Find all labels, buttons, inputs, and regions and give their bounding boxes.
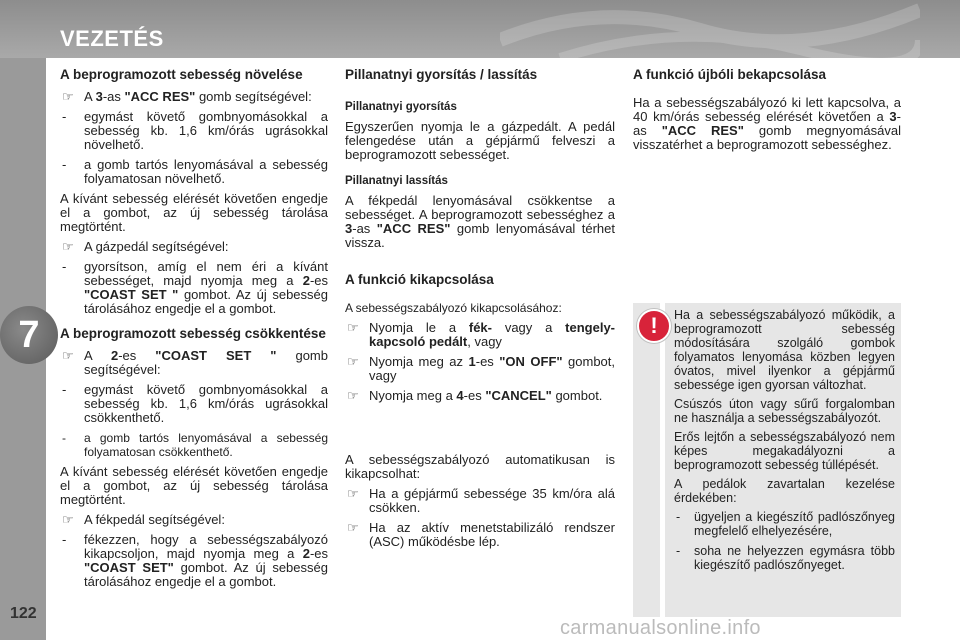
page-title: VEZETÉS	[60, 26, 164, 51]
hand-pointer-icon: ☞	[62, 512, 74, 527]
paragraph: A sebességszabályozó kikapcsolásához:	[345, 301, 562, 315]
list-item: ☞ A 3-as "ACC RES" gomb segítségével:	[62, 89, 312, 104]
list-item: - egymást követő gombnyomásokkal a sebesség kb. 1,6 km/órás ugrásokkal csökkenthető.	[62, 382, 328, 425]
hand-pointer-icon: ☞	[347, 354, 359, 369]
list-item: - egymást követő gombnyomásokkal a sebesség kb. 1,6 km/órás ugrásokkal növelhető.	[62, 109, 328, 152]
list-item: ☞ A fékpedál segítségével:	[62, 512, 225, 527]
hand-pointer-icon: ☞	[62, 348, 74, 363]
paragraph: Ha a sebességszabályozó ki lett kapcsolva, a 40 km/órás sebesség elérését követően a 3-as "ACC RES" gomb megnyomásával visszatérhet a beprogramozott sebességhez.	[633, 95, 901, 152]
column-left	[60, 67, 328, 595]
warning-text	[674, 308, 895, 578]
list-item: - fékezzen, hogy a sebességszabályozó kikapcsoljon, majd nyomja meg a 2-es "COAST SET" gombot. Az új sebesség tárolásához engedje el a gombot.	[62, 532, 328, 589]
heading-momentary: Pillanatnyi gyorsítás / lassítás	[345, 67, 538, 82]
chapter-number-badge: 7	[0, 306, 58, 364]
list-item: - a gomb tartós lenyomásával a sebesség folyamatosan növelhető.	[62, 157, 328, 186]
list-item: - ügyeljen a kiegészítő padlószőnyeg megfelelő elhelyezésére,	[676, 510, 895, 538]
paragraph: Csúszós úton vagy sűrű forgalomban ne használja a sebességszabályozót.	[674, 397, 895, 425]
list-item: ☞ Nyomja meg az 1-es "ON OFF" gombot, vagy	[347, 354, 616, 383]
hand-pointer-icon: ☞	[62, 239, 74, 254]
heading-switch-off: A funkció kikapcsolása	[345, 272, 494, 287]
header-decoration	[500, 0, 920, 58]
paragraph: Erős lejtőn a sebességszabályozó nem képes megakadályozni a beprogramozott sebesség túllépését.	[674, 430, 895, 472]
subheading-deceleration: Pillanatnyi lassítás	[345, 175, 448, 187]
hand-pointer-icon: ☞	[347, 320, 359, 335]
list-item: ☞ Ha az aktív menetstabilizáló rendszer (ASC) működésbe lép.	[347, 520, 615, 549]
heading-increase-speed: A beprogramozott sebesség növelése	[60, 67, 303, 82]
column-right	[633, 67, 901, 158]
hand-pointer-icon: ☞	[62, 89, 74, 104]
paragraph: A kívánt sebesség elérését követően engedje el a gombot, az új sebesség tárolása megtörtént.	[60, 191, 328, 234]
warning-box	[633, 303, 901, 617]
hand-pointer-icon: ☞	[347, 486, 359, 501]
watermark: carmanualsonline.info	[560, 617, 761, 639]
page-number: 122	[10, 605, 37, 622]
warning-icon: !	[637, 309, 671, 343]
list-item: - soha ne helyezzen egymásra több kiegészítő padlószőnyeget.	[676, 544, 895, 572]
list-item: ☞ A 2-es "COAST SET " gomb segítségével:	[62, 348, 328, 377]
list-item: ☞ Nyomja le a fék- vagy a tengely-kapcsoló pedált, vagy	[347, 320, 615, 349]
list-item: ☞ Ha a gépjármű sebessége 35 km/óra alá csökken.	[347, 486, 615, 515]
page-header	[0, 0, 960, 58]
subheading-acceleration: Pillanatnyi gyorsítás	[345, 101, 457, 113]
list-item: - a gomb tartós lenyomásával a sebesség folyamatosan csökkenthető.	[62, 431, 328, 459]
paragraph: A sebességszabályozó automatikusan is kikapcsolhat:	[345, 452, 615, 481]
list-item: ☞ Nyomja meg a 4-es "CANCEL" gombot.	[347, 388, 603, 403]
paragraph: A kívánt sebesség elérését követően engedje el a gombot, az új sebesség tárolása megtörtént.	[60, 464, 328, 507]
heading-decrease-speed: A beprogramozott sebesség csökkentése	[60, 326, 326, 341]
warning-stripe	[660, 303, 665, 617]
paragraph: A fékpedál lenyomásával csökkentse a sebességet. A beprogramozott sebességhez a 3-as "ACC RES" gomb lenyomásával térhet vissza.	[345, 193, 615, 250]
list-item: - gyorsítson, amíg el nem éri a kívánt sebességet, majd nyomja meg a 2-es "COAST SET " gombot. Az új sebesség tárolásához engedje el a gombot.	[62, 259, 328, 316]
column-middle	[345, 67, 615, 555]
paragraph: Ha a sebességszabályozó működik, a beprogramozott sebesség módosítására szolgáló gombok folyamatos lenyomása közben legyen óvatos, mivel ilyenkor a gépjármű sebessége igen gyorsan változhat.	[674, 308, 895, 392]
paragraph: Egyszerűen nyomja le a gázpedált. A pedál felengedése után a gépjármű felveszi a beprogramozott sebességet.	[345, 119, 615, 162]
hand-pointer-icon: ☞	[347, 520, 359, 535]
paragraph: A pedálok zavartalan kezelése érdekében:	[674, 477, 895, 505]
heading-reactivate: A funkció újbóli bekapcsolása	[633, 67, 827, 82]
hand-pointer-icon: ☞	[347, 388, 359, 403]
list-item: ☞ A gázpedál segítségével:	[62, 239, 229, 254]
